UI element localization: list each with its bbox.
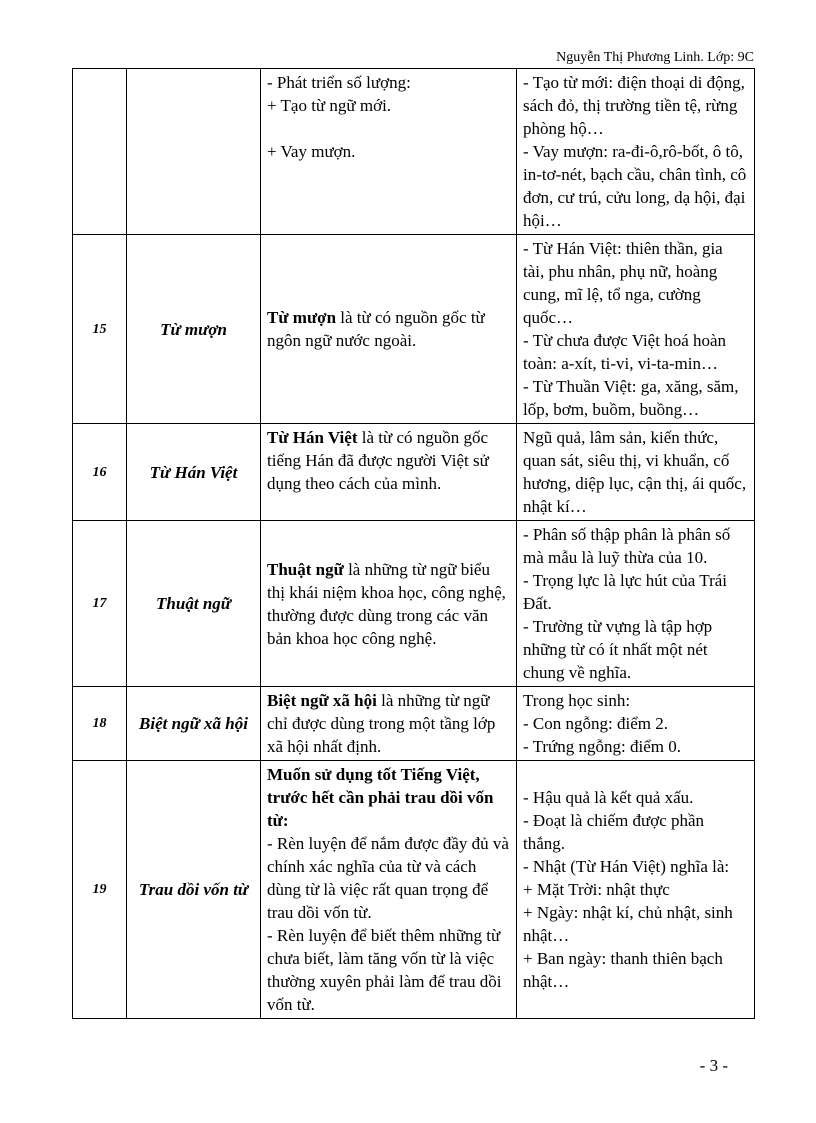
definition-text: là những từ ngữ chỉ được dùng trong một tầng lớp xã hội nhất định. [267,691,496,756]
definition-spacer [267,117,510,140]
definition-line: - Rèn luyện để biết thêm những từ chưa biết, làm tăng vốn từ là việc thường xuyên phải làm để trau dồi vốn từ. [267,926,502,1014]
example-line: - Từ Thuần Việt: ga, xăng, săm, lốp, bơm, buồm, buồng… [523,377,739,419]
definition-line: - Phát triển số lượng: [267,73,411,92]
example-line: - Tạo từ mới: điện thoại di động, sách đỏ, thị trường tiền tệ, rừng phòng hộ… [523,73,745,138]
definition-cell [261,69,517,235]
row-number: 17 [73,521,127,687]
definition-cell [261,687,517,761]
table-row [73,235,755,424]
definition-term-bold: Từ mượn [267,308,337,327]
example-line: - Phân số thập phân là phân số mà mẫu là luỹ thừa của 10. [523,525,731,567]
examples-cell [517,687,755,761]
example-line: - Vay mượn: ra-đi-ô,rô-bốt, ô tô, in-tơ-nét, bạch cầu, chân tình, cô đơn, cư trú, cửu long, dạ hội, đại hội… [523,142,747,230]
definition-term-bold: Thuật ngữ [267,559,344,579]
term-name: Trau dồi vốn từ [127,761,261,1019]
definition-term-bold: Biệt ngữ xã hội [267,691,377,710]
definition-heading-bold: Muốn sử dụng tốt Tiếng Việt, trước hết cần phải trau dồi vốn từ: [267,765,494,830]
vocabulary-table [72,68,755,1019]
term-name [127,69,261,235]
example-line: - Trường từ vựng là tập hợp những từ có ít nhất một nét chung về nghĩa. [523,617,713,682]
definition-text: là những từ ngữ biểu thị khái niệm khoa học, công nghệ, thường được dùng trong các văn bản khoa học công nghệ. [267,559,506,648]
examples-cell [517,761,755,1019]
row-number: 16 [73,424,127,521]
table-row [73,521,755,687]
term-name: Từ mượn [127,235,261,424]
row-number [73,69,127,235]
row-number: 15 [73,235,127,424]
example-line: - Từ Hán Việt: thiên thần, gia tài, phu nhân, phụ nữ, hoàng cung, mĩ lệ, tổ nga, cường quốc… [523,239,723,327]
example-line: - Từ chưa được Việt hoá hoàn toàn: a-xít, ti-vi, vi-ta-min… [523,331,727,373]
examples-cell [517,235,755,424]
example-line: - Con ngỗng: điểm 2. [523,714,668,733]
term-name: Từ Hán Việt [127,424,261,521]
example-line: - Hậu quả là kết quả xấu. [523,788,694,807]
example-line: + Ngày: nhật kí, chủ nhật, sinh nhật… [523,903,733,945]
definition-term-bold: Từ Hán Việt [267,428,358,447]
examples-cell [517,424,755,521]
term-name: Biệt ngữ xã hội [127,687,261,761]
table-row [73,687,755,761]
definition-cell [261,521,517,687]
definition-line: - Rèn luyện để nắm được đầy đủ và chính xác nghĩa của từ và cách dùng từ là việc rất quan trọng để trau dồi vốn từ. [267,834,509,922]
example-line: + Mặt Trời: nhật thực [523,880,670,899]
example-line: - Trọng lực là lực hút của Trái Đất. [523,571,728,613]
definition-line: + Tạo từ ngữ mới. [267,96,392,115]
page-number: - 3 - [699,1056,728,1075]
definition-text: là từ có nguồn gốc từ ngôn ngữ nước ngoài. [267,308,485,350]
example-line: - Trứng ngỗng: điểm 0. [523,737,681,756]
row-number: 18 [73,687,127,761]
definition-text: là từ có nguồn gốc tiếng Hán đã được người Việt sử dụng theo cách của mình. [267,428,489,493]
definition-line: + Vay mượn. [267,142,356,161]
row-number: 19 [73,761,127,1019]
examples-cell [517,69,755,235]
page-header-author: Nguyễn Thị Phương Linh. Lớp: 9C [556,50,754,65]
table-row [73,761,755,1019]
example-line: Trong học sinh: [523,691,631,710]
examples-cell [517,521,755,687]
definition-cell [261,235,517,424]
table-row [73,424,755,521]
term-name: Thuật ngữ [127,521,261,687]
example-line: - Đoạt là chiếm được phần thắng. [523,811,705,853]
example-line: - Nhật (Từ Hán Việt) nghĩa là: [523,857,730,876]
table-row [73,69,755,235]
definition-cell [261,424,517,521]
example-line: Ngũ quả, lâm sản, kiến thức, quan sát, siêu thị, vi khuẩn, cố hương, diệp lục, cận thị, ái quốc, nhật kí… [523,428,747,516]
definition-cell [261,761,517,1019]
example-line: + Ban ngày: thanh thiên bạch nhật… [523,949,723,991]
